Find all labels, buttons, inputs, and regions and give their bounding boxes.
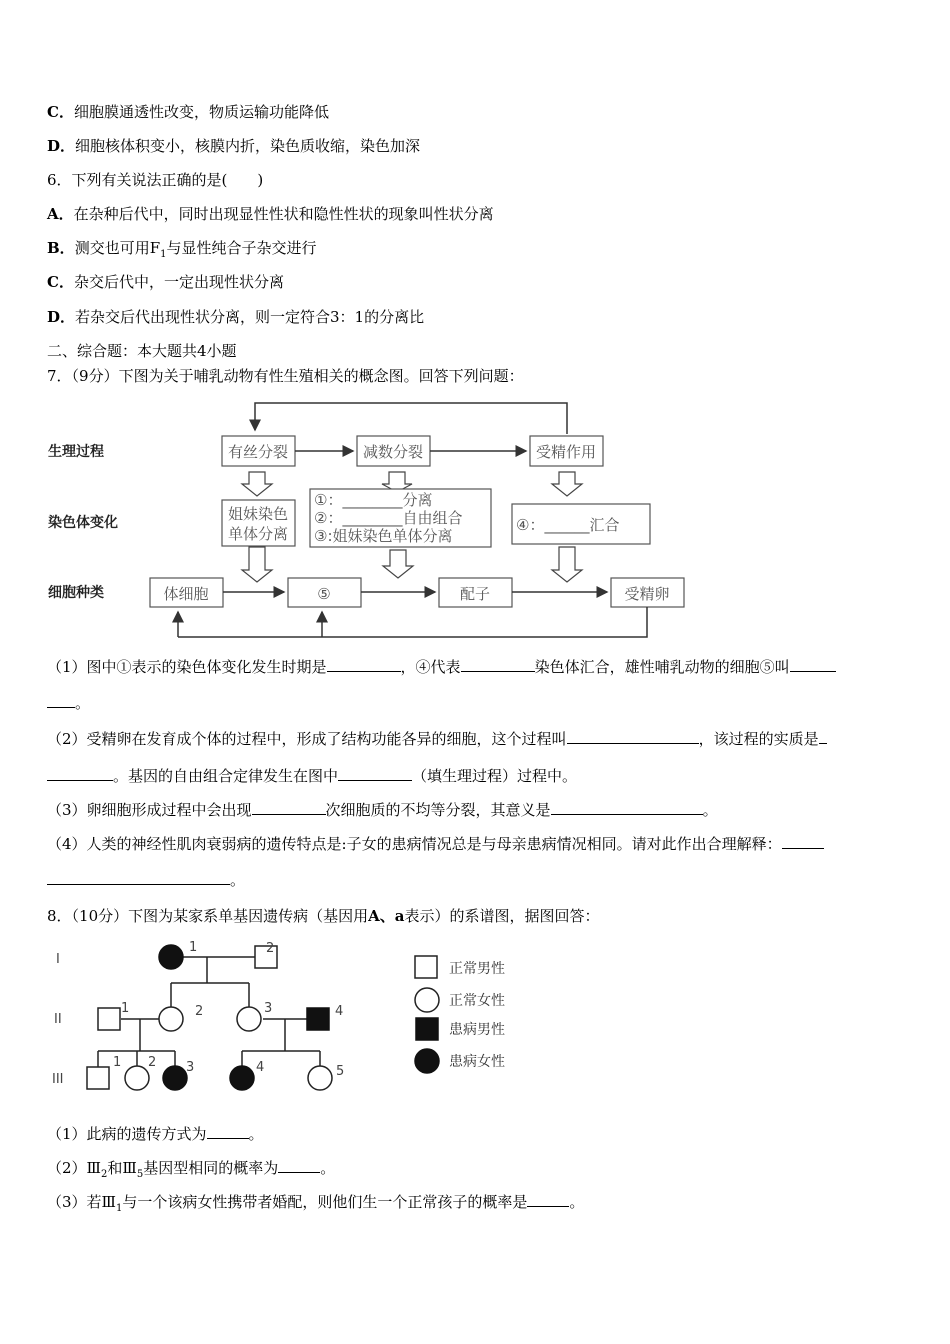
q7-part1-cont: 。: [47, 693, 90, 713]
row-label-chromosome: 染色体变化: [48, 515, 118, 531]
I-1-affected-female: [159, 945, 183, 969]
legend-affected-male: 患病男性: [449, 1022, 505, 1038]
pedigree-lines: [98, 957, 320, 1067]
legend-normal-female: 正常女性: [449, 993, 505, 1009]
generation-label: II: [54, 1012, 62, 1027]
q6-stem: 6．下列有关说法正确的是( ): [47, 171, 264, 189]
label-meiosis: 减数分裂: [362, 443, 424, 461]
answer-blank[interactable]: [338, 766, 412, 781]
answer-blank[interactable]: [567, 729, 699, 744]
q7-part3: （3）卵细胞形成过程中会出现 次细胞质的不均等分裂，其意义是 。: [47, 801, 718, 819]
label-fertilization: 受精作用: [535, 443, 597, 461]
answer-blank[interactable]: [782, 834, 824, 849]
label-cell-5: ⑤: [317, 585, 331, 603]
answer-blank[interactable]: [819, 729, 827, 744]
generation-label: III: [52, 1072, 64, 1087]
label-somatic-cell: 体细胞: [163, 585, 209, 603]
mitosis-change-line2: 单体分离: [227, 525, 289, 543]
row-label-process: 生理过程: [48, 444, 104, 460]
label-mitosis: 有丝分裂: [227, 443, 289, 461]
member-number: 3: [264, 1001, 273, 1016]
member-number: 5: [336, 1064, 345, 1079]
down-arrow-6: [552, 547, 582, 582]
III-2-normal-female: [125, 1066, 149, 1090]
q7-part4: （4）人类的神经性肌肉衰弱病的遗传特点是:子女的患病情况总是与母亲患病情况相同。请对此作出合理解释：: [47, 834, 824, 854]
legend-normal-male-icon: [415, 956, 437, 978]
member-number: 3: [186, 1060, 195, 1075]
answer-blank[interactable]: [47, 870, 230, 885]
member-number: 4: [256, 1060, 265, 1075]
pedigree-chart: [40, 935, 560, 1095]
legend-affected-female: 患病女性: [449, 1054, 505, 1070]
q6-option-a: A．在杂种后代中，同时出现显性性状和隐性性状的现象叫性状分离: [47, 205, 494, 223]
q8-part1: （1）此病的遗传方式为 。: [47, 1125, 264, 1143]
q6-option-b: B．测交也可用$F_1$与显性纯合子杂交进行: [47, 239, 317, 260]
II-2-normal-female: [159, 1007, 183, 1031]
generation-label: I: [56, 952, 60, 967]
legend-affected-female-icon: [415, 1049, 439, 1073]
down-arrow-3: [552, 472, 582, 496]
II-4-affected-male: [307, 1008, 329, 1030]
answer-blank[interactable]: [527, 1192, 569, 1207]
q5-option-c: C．细胞膜通透性改变，物质运输功能降低: [47, 103, 329, 121]
meiosis-change-2: ②：________自由组合: [314, 509, 463, 527]
q7-part1: （1）图中①表示的染色体变化发生时期是 ，④代表 染色体汇合，雄性哺乳动物的细胞⑤叫: [47, 657, 836, 677]
q7-part4-cont: 。: [47, 870, 245, 890]
q6-option-c: C．杂交后代中，一定出现性状分离: [47, 273, 284, 291]
meiosis-change-3: ③:姐妹染色单体分离: [314, 527, 453, 545]
concept-map-diagram: [40, 390, 700, 650]
answer-blank[interactable]: [278, 1158, 320, 1173]
q6-option-d: D．若杂交后代出现性状分离，则一定符合3：1的分离比: [47, 308, 425, 326]
answer-blank[interactable]: [461, 657, 535, 672]
legend-normal-female-icon: [415, 988, 439, 1012]
answer-blank[interactable]: [252, 800, 326, 815]
fertilization-change: ④：______汇合: [516, 516, 620, 534]
member-number: 2: [148, 1055, 157, 1070]
q5-option-d: D．细胞核体积变小，核膜内折，染色质收缩，染色加深: [47, 137, 421, 155]
loop-line-bottom: [178, 607, 647, 637]
member-number: 1: [113, 1055, 122, 1070]
answer-blank[interactable]: [327, 657, 401, 672]
II-1-normal-male: [98, 1008, 120, 1030]
member-number: 2: [266, 941, 275, 956]
q7-stem: 7．（9分）下图为关于哺乳动物有性生殖相关的概念图。回答下列问题：: [47, 367, 524, 385]
row-label-cell-type: 细胞种类: [48, 585, 104, 601]
member-number: 2: [195, 1004, 204, 1019]
meiosis-change-1: ①：________分离: [314, 491, 433, 509]
q7-part2: （2）受精卵在发育成个体的过程中，形成了结构功能各异的细胞，这个过程叫 ，该过程的实质是: [47, 729, 827, 749]
down-arrow-1: [242, 472, 272, 496]
q8-part3: （3）若$Ⅲ_1$与一个该病女性携带者婚配，则他们生一个正常孩子的概率是 。: [47, 1193, 585, 1214]
member-number: 1: [121, 1001, 130, 1016]
mitosis-change-line1: 姐妹染色: [227, 505, 289, 523]
label-zygote: 受精卵: [624, 585, 670, 603]
q8-stem: 8．（10分）下图为某家系单基因遗传病（基因用A、a表示）的系谱图，据图回答：: [47, 907, 600, 925]
legend-normal-male: 正常男性: [449, 961, 505, 977]
loop-arrow-top: [255, 403, 567, 434]
member-number: 4: [335, 1004, 344, 1019]
III-4-affected-female: [230, 1066, 254, 1090]
answer-blank[interactable]: [790, 657, 836, 672]
section-heading: 二、综合题：本大题共4小题: [47, 342, 237, 360]
legend-affected-male-icon: [416, 1018, 438, 1040]
answer-blank[interactable]: [207, 1124, 249, 1139]
down-arrow-4: [242, 547, 272, 582]
answer-blank[interactable]: [47, 766, 113, 781]
q7-part2-cont: 。基因的自由组合定律发生在图中 （填生理过程）过程中。: [47, 766, 577, 786]
label-gamete: 配子: [459, 585, 491, 603]
q8-part2: $(2)Ⅲ_2$和$Ⅲ_5$基因型相同的概率为 。: [47, 1159, 336, 1180]
member-number: 1: [189, 940, 198, 955]
III-5-normal-female: [308, 1066, 332, 1090]
III-3-affected-female: [163, 1066, 187, 1090]
answer-blank[interactable]: [551, 800, 703, 815]
answer-blank[interactable]: [47, 693, 75, 708]
III-1-normal-male: [87, 1067, 109, 1089]
down-arrow-5: [383, 550, 413, 578]
II-3-normal-female: [237, 1007, 261, 1031]
